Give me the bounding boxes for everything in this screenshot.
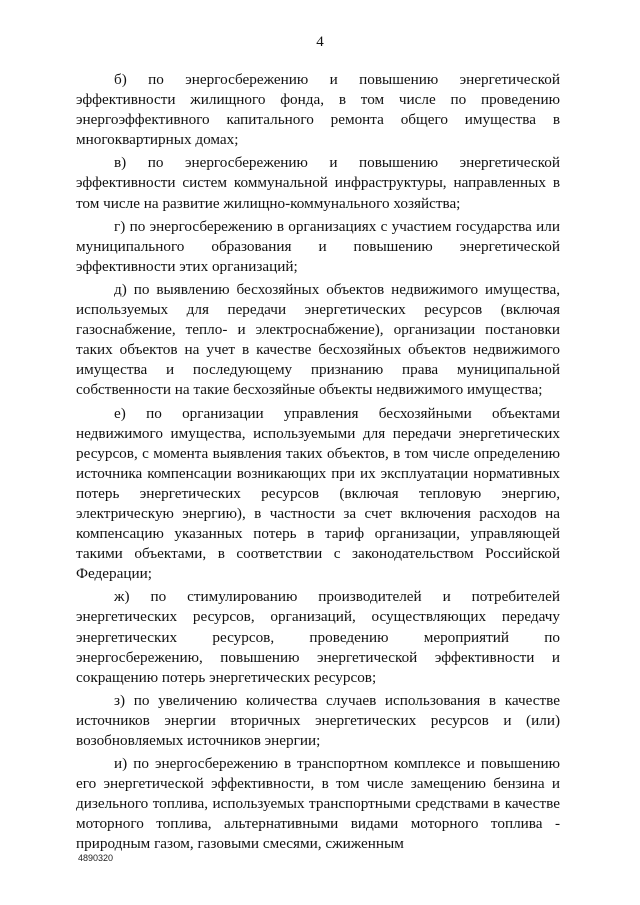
paragraph-z: з) по увеличению количества случаев использования в качестве источников энергии вторичных энергетических ресурсов и (или) возобновляемых источников энергии;	[76, 691, 560, 749]
paragraph-e: е) по организации управления бесхозяйными объектами недвижимого имущества, используемыми для передачи энергетических ресурсов, с момента выявления таких объектов, в том числе определению источника компенсации возникающих при их эксплуатации нормативных потерь энергетических ресурсов (включая тепловую энергию, электрическую энергию), в частности за счет включения расходов на компенсацию указанных потерь в тариф организации, управляющей такими объектами, в соответствии с законодательством Российской Федерации;	[76, 404, 560, 583]
page-number: 4	[316, 34, 324, 50]
paragraph-zh: ж) по стимулированию производителей и потребителей энергетических ресурсов, организаций, осуществляющих передачу энергетических ресурсов, проведению мероприятий по энергосбережению, повышению энергетической эффективности и сокращению потерь энергетических ресурсов;	[76, 588, 560, 686]
paragraph-g: г) по энергосбережению в организациях с участием государства или муниципального образования и повышению энергетической эффективности этих организаций;	[76, 217, 560, 275]
paragraph-b: б) по энергосбережению и повышению энергетической эффективности жилищного фонда, в том числе по проведению энергоэффективного капитального ремонта общего имущества в многоквартирных домах;	[76, 71, 560, 149]
paragraph-v: в) по энергосбережению и повышению энергетической эффективности систем коммунальной инфраструктуры, направленных в том числе на развитие жилищно-коммунального хозяйства;	[76, 154, 560, 212]
document-body	[76, 70, 560, 858]
document-code: 4890320	[78, 853, 114, 863]
paragraph-i: и) по энергосбережению в транспортном комплексе и повышению его энергетической эффективности, в том числе замещению бензина и дизельного топлива, используемых транспортными средствами в качестве моторного топлива, альтернативными видами моторного топлива - природным газом, газовыми смесями, сжиженным	[76, 755, 560, 853]
paragraph-d: д) по выявлению бесхозяйных объектов недвижимого имущества, используемых для передачи энергетических ресурсов (включая газоснабжение, тепло- и электроснабжение), организации постановки таких объектов на учет в качестве бесхозяйных объектов недвижимого имущества и последующему признанию права муниципальной собственности на такие бесхозяйные объекты недвижимого имущества;	[76, 280, 560, 399]
